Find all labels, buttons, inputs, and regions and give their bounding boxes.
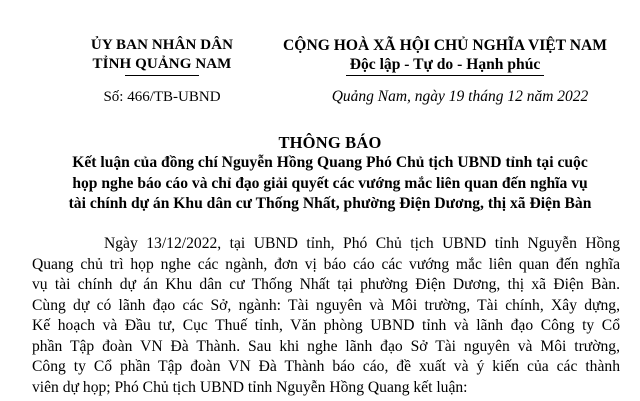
org-line-1: ỦY BAN NHÂN DÂN [90, 37, 234, 53]
document-number: Số: 466/TB-UBND [103, 89, 221, 105]
body-paragraph [32, 234, 620, 398]
document-title: THÔNG BÁO [278, 133, 382, 152]
place-and-date: Quảng Nam, ngày 19 tháng 12 năm 2022 [331, 88, 589, 105]
title-block [40, 133, 620, 215]
body-line: phần Tập đoàn VN Đà Thành. Sau khi nghe lãnh đạo Sở Tài nguyên và Môi trường, [32, 337, 620, 355]
subtitle-line: tài chính dự án Khu dân cư Thống Nhất, phường Điện Dương, thị xã Điện Bàn [68, 195, 592, 212]
body-line: viên dự họp; Phó Chủ tịch UBND tỉnh Nguyễn Hồng Quang kết luận: [32, 378, 468, 396]
national-header-block [266, 36, 624, 76]
subtitle-line: Kết luận của đồng chí Nguyễn Hồng Quang Phó Chủ tịch UBND tỉnh tại cuộc [72, 154, 588, 171]
subtitle-line: họp nghe báo cáo và chỉ đạo giải quyết các vướng mắc liên quan đến nghĩa vụ [72, 174, 588, 192]
body-line: Ngày 13/12/2022, tại UBND tỉnh, Phó Chủ tịch UBND tỉnh Nguyễn Hồng [104, 235, 620, 252]
body-line: Quang chủ trì họp nghe các ngành, đơn vị báo cáo các vướng mắc liên quan đến nghĩa [32, 255, 620, 273]
org-line-2: TỈNH QUẢNG NAM [92, 56, 232, 72]
national-motto: Độc lập - Tự do - Hạnh phúc [349, 56, 541, 73]
document-subtitle [40, 153, 620, 215]
org-underline [125, 75, 199, 76]
body-line: vụ tài chính dự án Khu dân cư Thống Nhất tại phường Điện Dương, thị xã Điện Bàn. [32, 276, 620, 293]
body-line: Cùng dự có lãnh đạo các Sở, ngành: Tài nguyên và Môi trường, Tài chính, Xây dựng, [32, 296, 620, 314]
body-line: Kế hoạch và Đầu tư, Cục Thuế tỉnh, Văn phòng UBND tỉnh và lãnh đạo Công ty Cổ [32, 317, 620, 334]
nation-name: CỘNG HOÀ XÃ HỘI CHỦ NGHĨA VIỆT NAM [283, 37, 607, 54]
body-line: Công ty Cổ phần Tập đoàn VN Đà Thành báo cáo, đề xuất và ý kiến của các thành [32, 358, 620, 375]
motto-underline [346, 75, 544, 76]
issuing-authority-block [62, 36, 262, 106]
